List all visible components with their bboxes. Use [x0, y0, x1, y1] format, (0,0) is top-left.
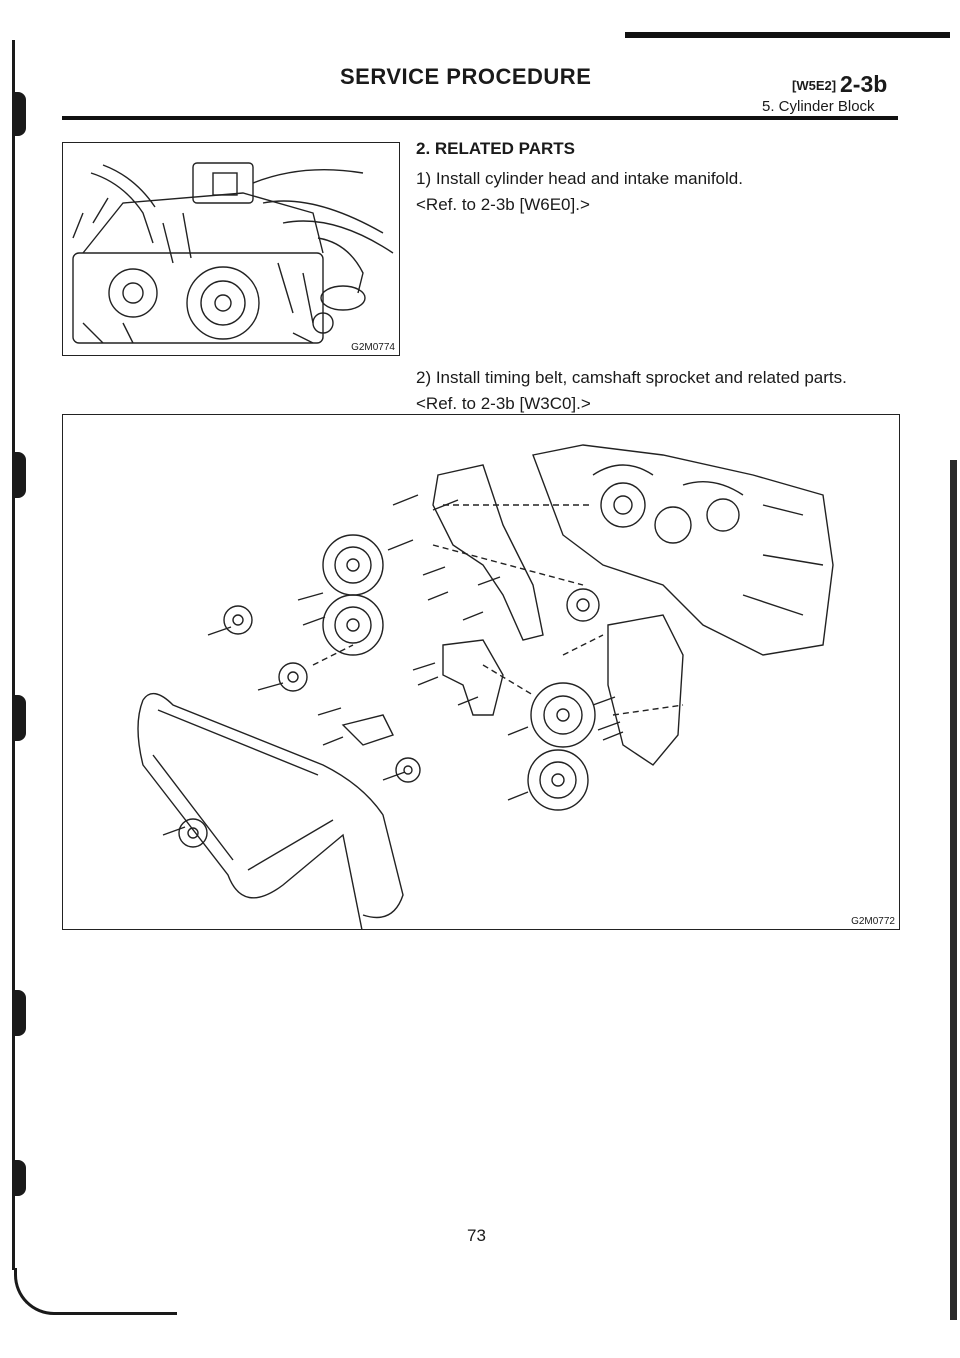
binding-mark — [14, 1160, 26, 1196]
scan-edge — [950, 460, 957, 1320]
figure-timing-belt — [62, 414, 900, 930]
binding-mark — [14, 452, 26, 498]
section-number: 2-3b — [840, 71, 888, 97]
page-title: SERVICE PROCEDURE — [340, 64, 592, 89]
step-1-reference: <Ref. to 2-3b [W6E0].> — [416, 195, 590, 214]
binding-line — [12, 40, 15, 1270]
header-rule — [62, 116, 898, 120]
figure-code: G2M0772 — [851, 916, 895, 927]
binding-curve — [14, 1268, 177, 1315]
step-2-reference: <Ref. to 2-3b [W3C0].> — [416, 394, 591, 413]
figure-code: G2M0774 — [351, 342, 395, 353]
binding-mark — [14, 695, 26, 741]
figure-engine-top — [62, 142, 400, 356]
step-2-text: 2) Install timing belt, camshaft sprocket and related parts. — [416, 368, 847, 387]
step-2 — [416, 365, 847, 417]
section-code: [W5E2] — [792, 78, 837, 93]
step-1 — [416, 166, 743, 218]
binding-mark — [14, 92, 26, 136]
timing-belt-exploded-view-icon — [63, 415, 899, 929]
scan-stripe — [625, 32, 950, 38]
page-number: 73 — [467, 1226, 486, 1245]
engine-illustration-icon — [63, 143, 399, 355]
section-heading: 2. RELATED PARTS — [416, 139, 575, 158]
step-1-text: 1) Install cylinder head and intake manifold. — [416, 169, 743, 188]
subsection-title: 5. Cylinder Block — [762, 98, 875, 115]
binding-mark — [14, 990, 26, 1036]
